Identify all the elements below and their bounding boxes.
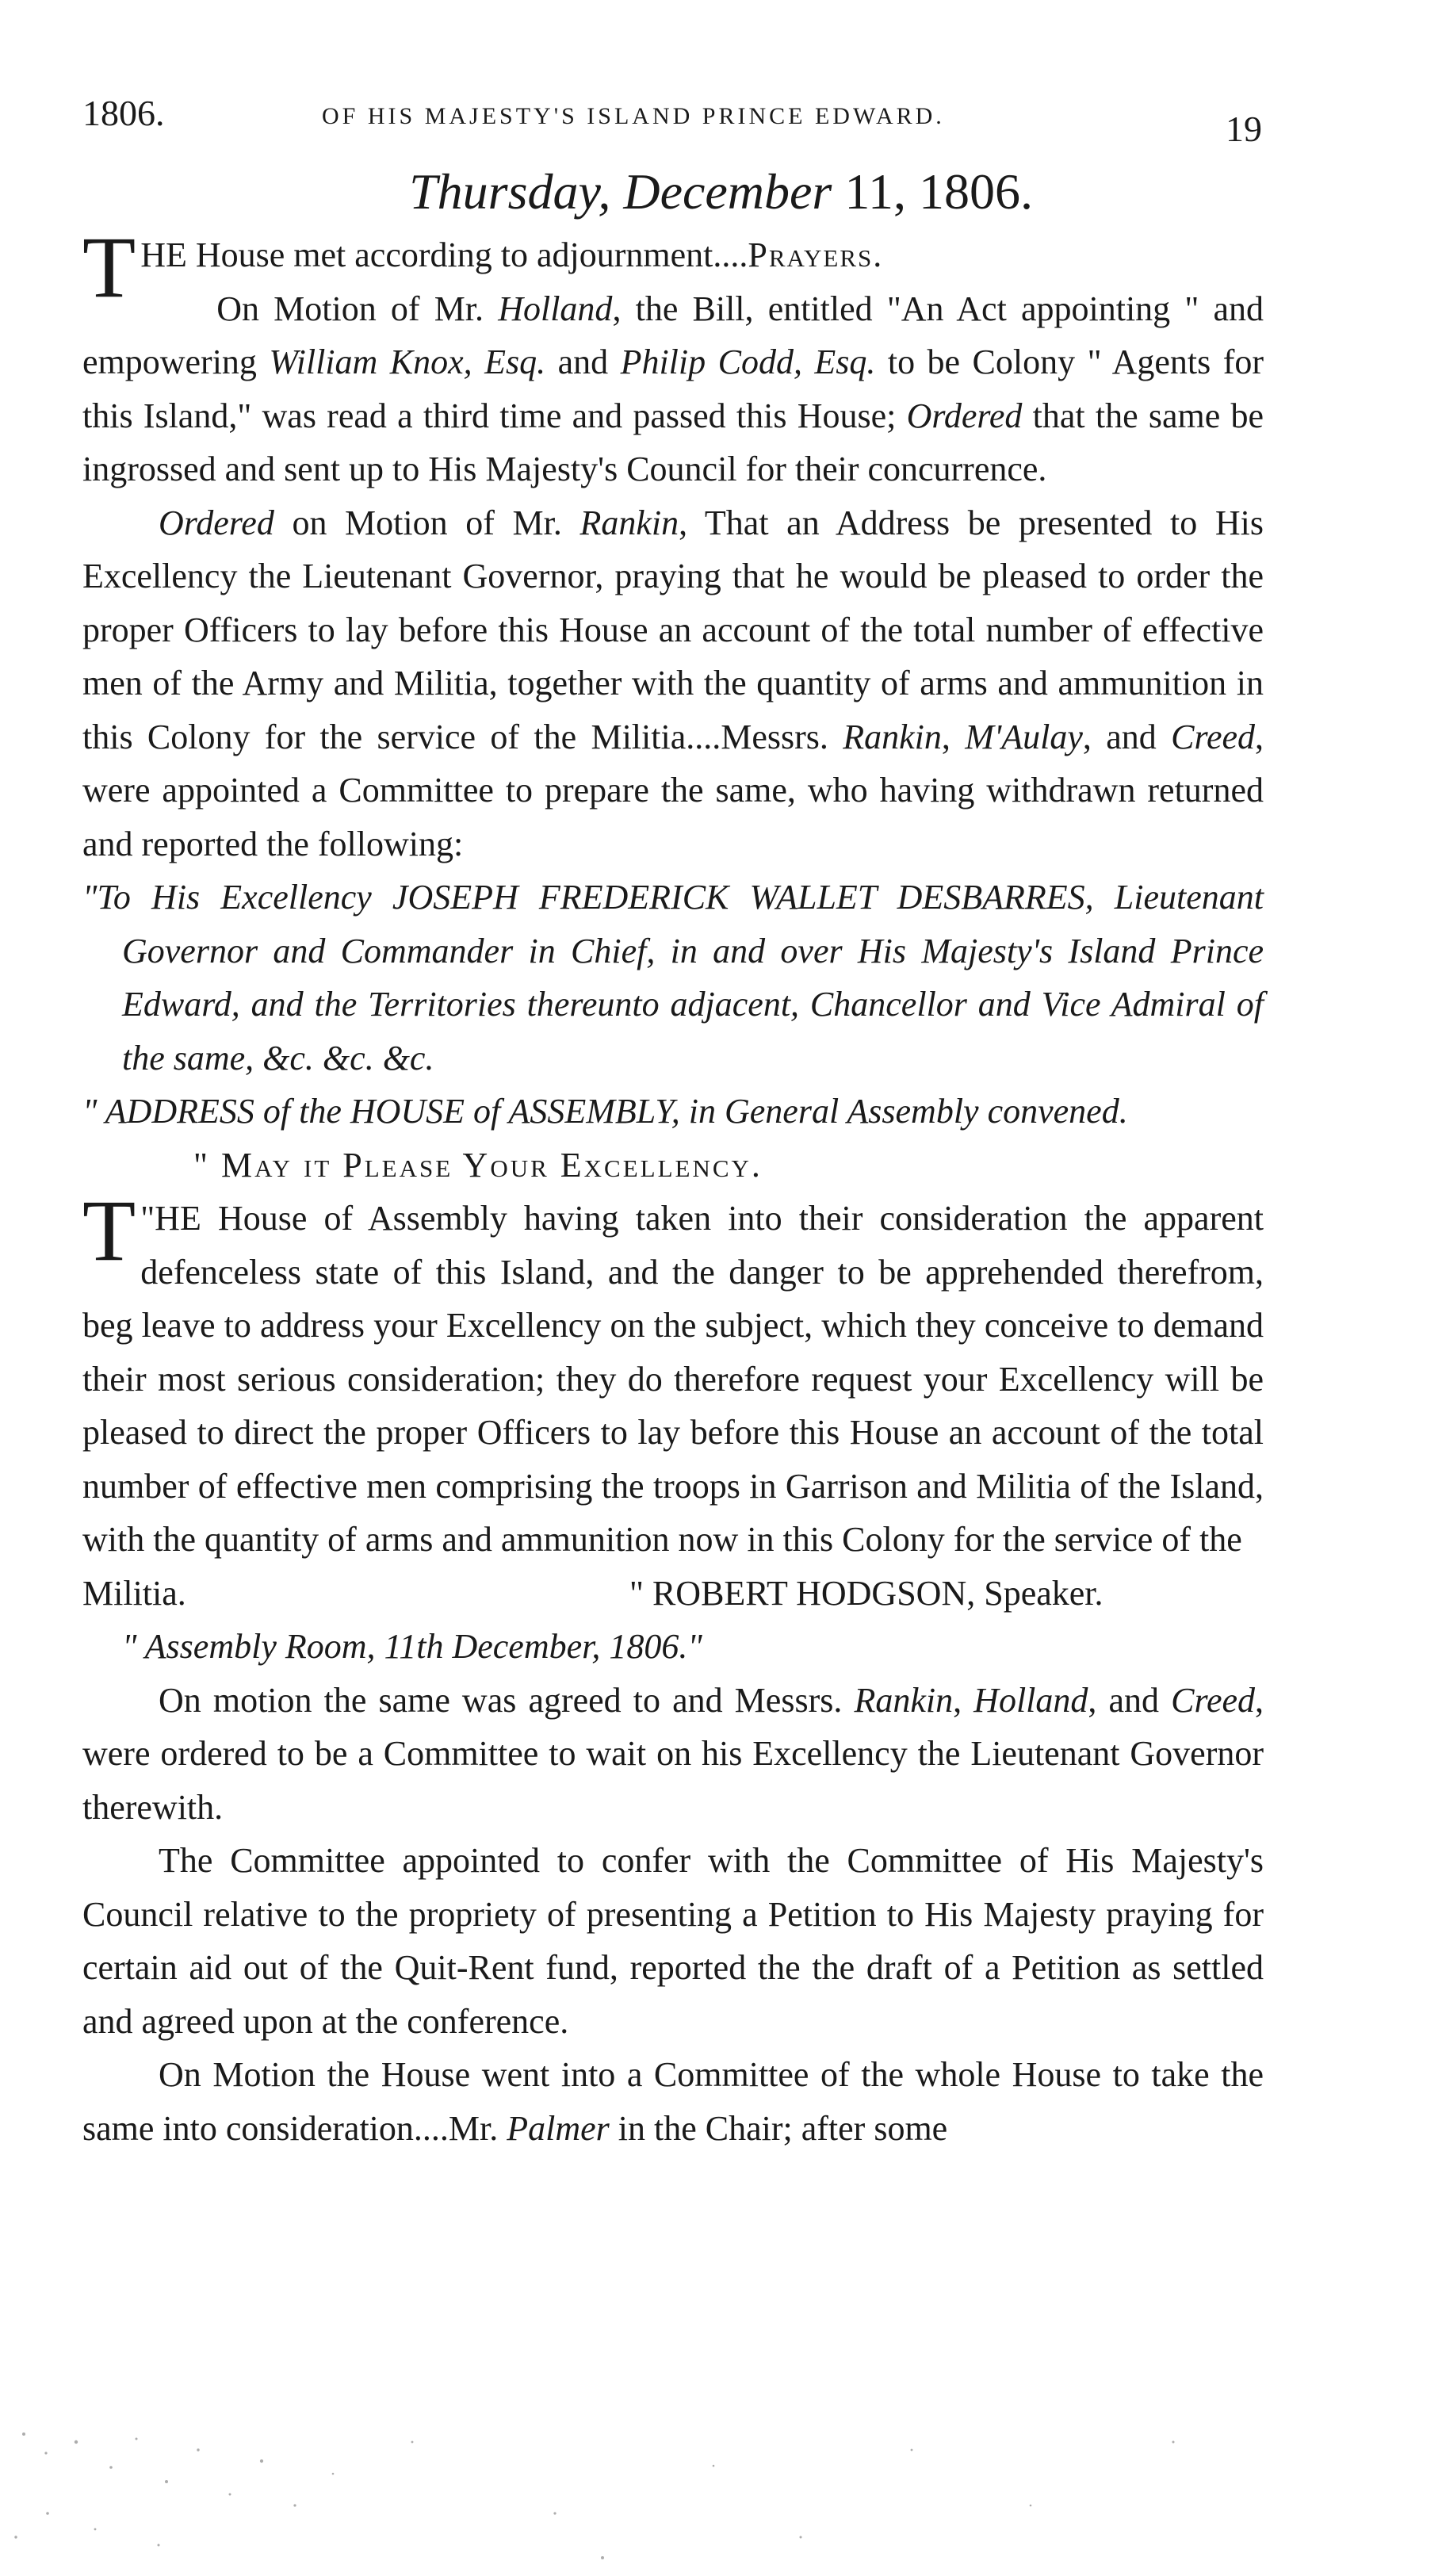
prayers-label: Prayers. — [748, 235, 884, 274]
open-quote: " — [140, 1199, 155, 1238]
name-rankin: Rankin — [579, 503, 679, 542]
name-palmer: Palmer — [507, 2108, 610, 2148]
page-number: 19 — [1226, 109, 1262, 149]
text-run: On Motion the House went into a Committee of the whole House to take the same into consideration....Mr. — [82, 2055, 1264, 2148]
name-holland: Holland — [498, 289, 613, 328]
text-run: On Motion of Mr. — [216, 289, 499, 328]
speaker-signature: " ROBERT HODGSON, Speaker. — [629, 1573, 1103, 1613]
paragraph-committee-ordered — [82, 1674, 1264, 1835]
date-weekday-month: Thursday, December — [409, 163, 832, 220]
address-date: " Assembly Room, 11th December, 1806." — [122, 1627, 702, 1666]
text-run: in the Chair; after some — [609, 2108, 948, 2148]
text-run: on Motion of Mr. — [273, 503, 580, 542]
name-maulay: M'Aulay — [965, 717, 1083, 756]
drop-cap: T — [82, 219, 136, 316]
address-text: HE House of Assembly having taken into their consideration the apparent defenceless state of this Island, and the danger to be apprehended therefrom, beg leave to address your Excellency on the subject, which they conceive to demand their most serious consideration; they do therefore request your Excellency will be pleased to direct the proper Officers to lay before this House an account of the total number of effective men comprising the troops in Garrison and Militia of the Island, with the quantity of arms and ammunition now in this Colony for the service of the — [82, 1199, 1264, 1559]
text-run: that the same be ingrossed and sent up to His Majesty's Council for their concurrence. — [82, 396, 1264, 488]
name-creed: Creed — [1171, 717, 1256, 756]
name-rankin: Rankin — [843, 717, 942, 756]
paragraph-quit-rent-petition: The Committee appointed to confer with the Committee of His Majesty's Council relative to the propriety of presenting a Petition to His Majesty praying for certain aid out of the Quit-Rent fund, reported the the draft of a Petition as settled and agreed upon at the conference. — [82, 1841, 1264, 2041]
text-run: , — [953, 1680, 974, 1720]
text-run: , — [941, 717, 966, 756]
name-knox: William Knox, Esq. — [269, 343, 546, 381]
ordered-word: Ordered — [159, 503, 274, 542]
address-greeting: " May it Please Your Excellency. — [193, 1145, 763, 1185]
paragraph-colony-agents-bill — [82, 282, 1264, 496]
name-holland: Holland — [973, 1680, 1088, 1720]
text-run: , That an Address be presented to His Excellency the Lieutenant Governor, praying that he would be pleased to order the proper Officers to lay before this House an account of the total number of effective men of the Army and Militia, together with the quantity of arms and ammunition in this Colony for the service of the Militia....Messrs. — [82, 503, 1264, 756]
date-heading — [0, 163, 1442, 221]
text-run: , were ordered to be a Committee to wait on his Excellency the Lieutenant Governor therewith. — [82, 1680, 1264, 1827]
scan-speckle-decoration — [0, 2418, 1442, 2576]
text-run: , and — [1082, 717, 1172, 756]
drop-cap: T — [82, 1182, 136, 1279]
body-text — [82, 219, 1264, 2155]
ordered-word: Ordered — [906, 396, 1023, 435]
text-run: , and — [1088, 1680, 1172, 1720]
name-rankin: Rankin — [854, 1680, 954, 1720]
signature-line — [82, 1567, 1264, 1621]
name-creed: Creed — [1171, 1680, 1256, 1720]
text-run: On motion the same was agreed to and Messrs. — [159, 1680, 855, 1720]
date-day-year: 11, 1806. — [844, 163, 1033, 220]
paragraph-committee-whole-house — [82, 2048, 1264, 2155]
paragraph-address-motion — [82, 496, 1264, 871]
running-title: OF HIS MAJESTY'S ISLAND PRINCE EDWARD. — [322, 103, 945, 129]
text-run: , the Bill, entitled "An Act appointing " and empowering — [82, 289, 1264, 381]
text-run: and — [545, 343, 621, 381]
address-heading: " ADDRESS of the HOUSE of ASSEMBLY, in General Assembly convened. — [82, 1092, 1128, 1131]
running-header — [82, 92, 1272, 155]
militia-word: Militia. — [82, 1573, 186, 1613]
address-body — [82, 1182, 1264, 1567]
address-recipient: "To His Excellency JOSEPH FREDERICK WALLET DESBARRES, Lieutenant Governor and Commander in Chief, in and over His Majesty's Island Prince Edward, and the Territories thereunto adjacent, Chancellor and Vice Admiral of the same, &c. &c. &c. — [82, 878, 1264, 1077]
header-year: 1806. — [82, 93, 165, 133]
text-run: to be Colony " Agents for this Island," was read a third time and passed this House; — [82, 343, 1264, 435]
name-codd: Philip Codd, Esq. — [620, 343, 876, 381]
text-run: , were appointed a Committee to prepare the same, who having withdrawn returned and reported the following: — [82, 717, 1264, 863]
house-met-text: HE House met according to adjournment.... — [140, 235, 748, 274]
